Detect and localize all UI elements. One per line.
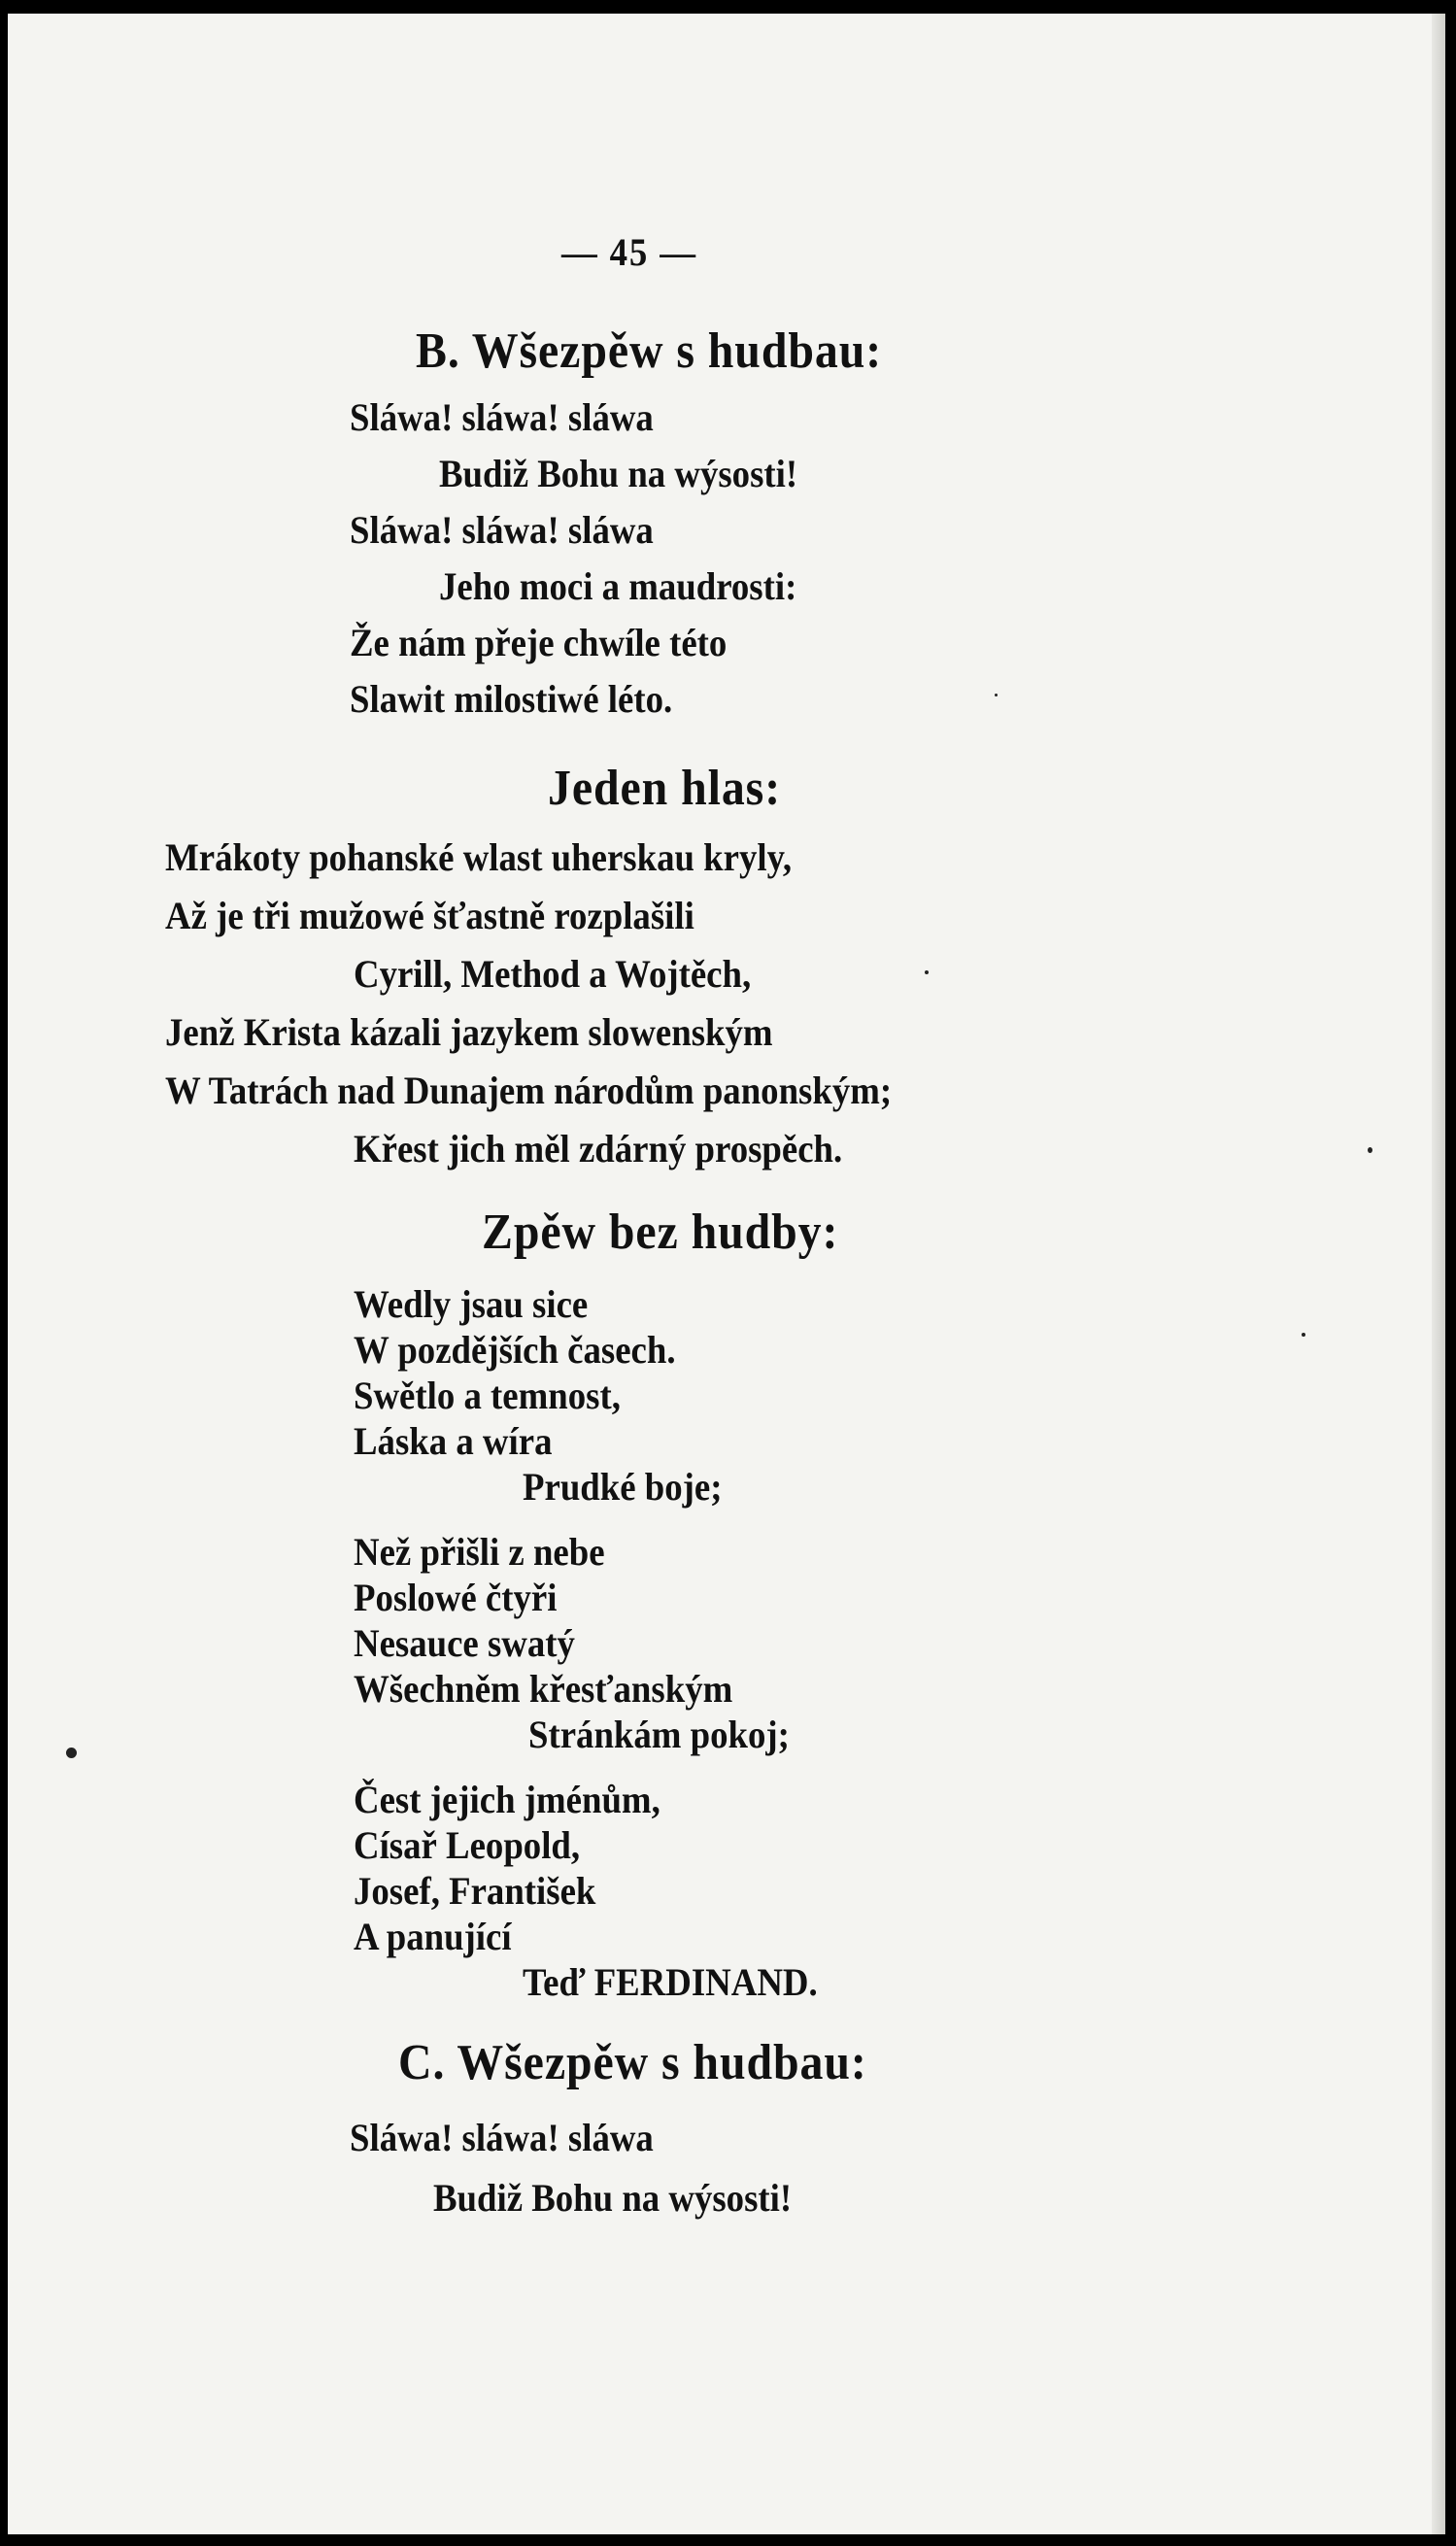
stanza-1-line-5: Prudké boje; [523,1465,723,1509]
stanza-2-line-2: Poslowé čtyři [354,1576,558,1619]
jeden-hlas-line-6: Křest jich měl zdárný prospěch. [354,1127,843,1171]
stanza-2-line-1: Než přišli z nebe [354,1530,605,1574]
stanza-1-line-4: Láska a wíra [354,1419,553,1463]
section-c-line-2: Budiž Bohu na wýsosti! [433,2176,793,2220]
stanza-2-line-4: Wšechněm křesťanským [354,1667,733,1711]
zpew-bez-hudby-heading: Zpěw bez hudby: [482,1205,839,1260]
section-b-heading: B. Wšezpěw s hudbau: [416,323,883,379]
jeden-hlas-line-2: Až je tři mužowé šťastně rozplašili [165,894,694,937]
section-b-line-3: Sláwa! sláwa! sláwa [350,508,654,552]
stanza-3-line-3: Josef, František [354,1869,596,1913]
section-b-line-1: Sláwa! sláwa! sláwa [350,395,654,439]
scan-speck [925,970,929,974]
jeden-hlas-line-3: Cyrill, Method a Wojtěch, [354,952,752,996]
stanza-1-line-2: W pozdějších časech. [354,1328,676,1372]
scan-speck [66,1748,77,1758]
jeden-hlas-line-5: W Tatrách nad Dunajem národům panonským; [165,1069,893,1112]
stanza-3-line-2: Císař Leopold, [354,1823,581,1867]
section-b-line-4: Jeho moci a maudrosti: [439,564,797,608]
section-c-heading: C. Wšezpěw s hudbau: [398,2035,867,2090]
jeden-hlas-line-4: Jenž Krista kázali jazykem slowenským [165,1010,773,1054]
scan-speck [1302,1333,1305,1337]
section-b-line-2: Budiž Bohu na wýsosti! [439,452,798,495]
section-c-line-1: Sláwa! sláwa! sláwa [350,2116,654,2159]
stanza-3-line-4: A panující [354,1915,512,1958]
jeden-hlas-line-1: Mrákoty pohanské wlast uherskau kryly, [165,835,793,879]
section-b-line-5: Že nám přeje chwíle této [350,621,728,664]
jeden-hlas-heading: Jeden hlas: [548,761,782,816]
section-b-line-6: Slawit milostiwé léto. [350,677,673,721]
page-edge-shadow [1432,14,1445,2534]
scan-speck [995,694,998,696]
stanza-2-line-3: Nesauce swatý [354,1621,575,1665]
book-page [8,14,1445,2534]
stanza-1-line-3: Swětlo a temnost, [354,1374,621,1417]
stanza-2-line-5: Stránkám pokoj; [528,1713,790,1756]
stanza-1-line-1: Wedly jsau sice [354,1282,589,1326]
stanza-3-line-5: Teď FERDINAND. [523,1960,818,2004]
stanza-3-line-1: Čest jejich jménům, [354,1778,660,1821]
scan-speck [1368,1147,1372,1153]
page-number: — 45 — [561,230,697,274]
